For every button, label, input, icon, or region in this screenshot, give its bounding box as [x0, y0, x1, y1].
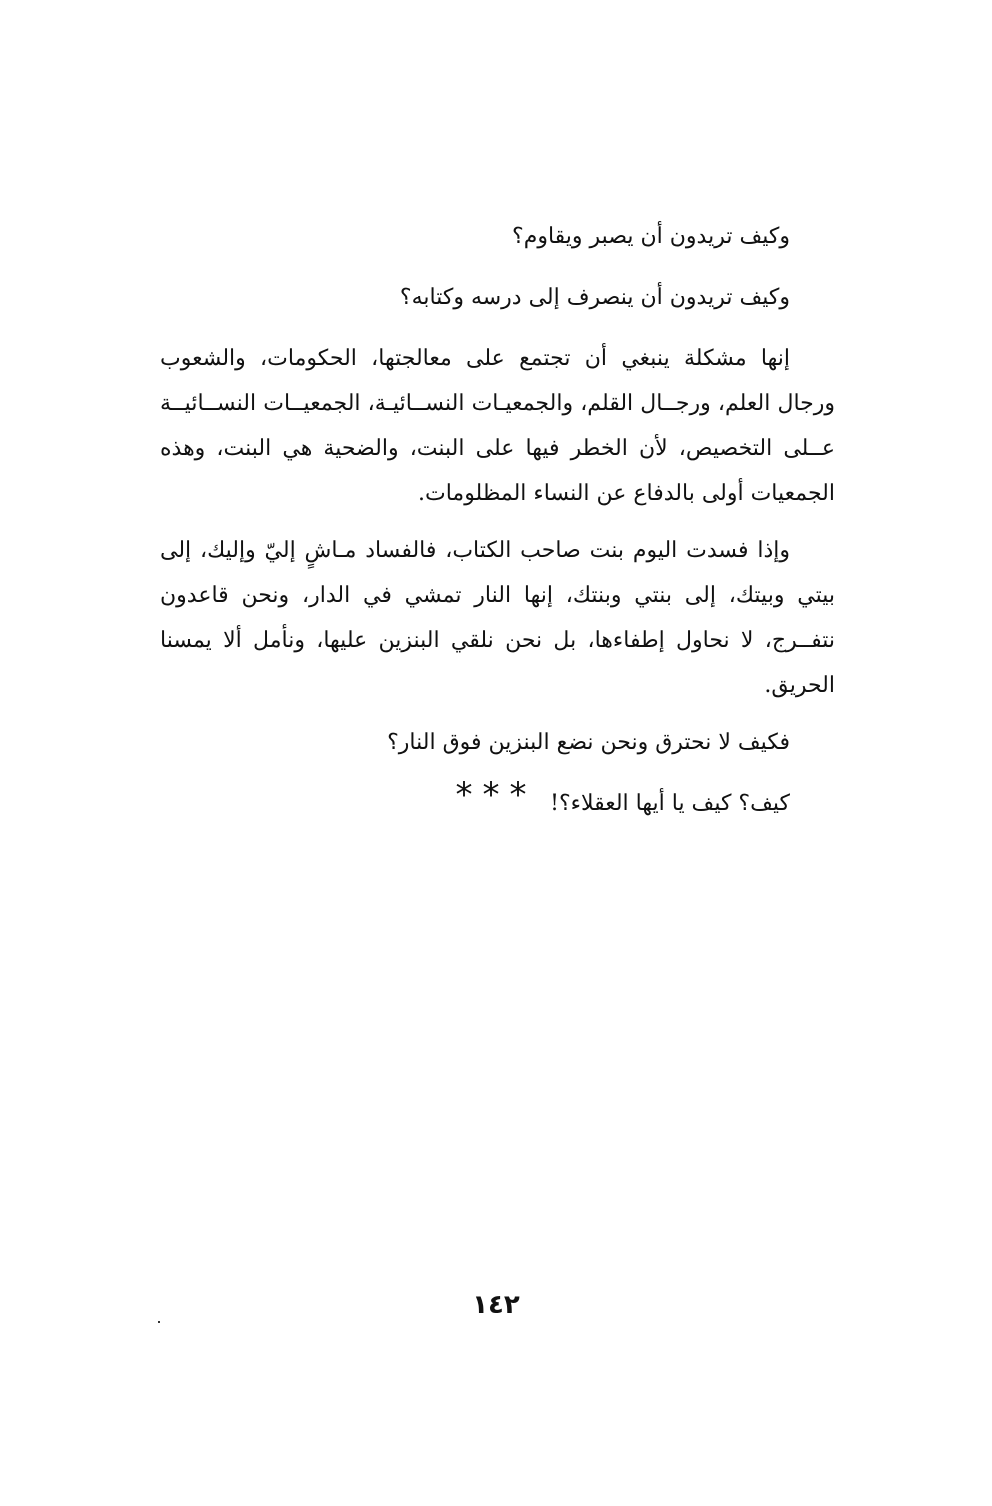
page-number: ١٤٢	[472, 1290, 520, 1320]
paragraph-4: وإذا فسدت اليوم بنت صاحب الكتاب، فالفساد مـاشٍ إليّ وإليك، إلى بيتي وبيتك، إلى بنتي وبنتك، إنها النار تمشي في الدار، ونحن قاعدون نتفــرج، لا نحاول إطفاءها، بل نحن نلقي البنزين عليها، ونأمل ألا يمسنا الحريق.	[160, 538, 835, 698]
paragraph-5: فكيف لا نحترق ونحن نضع البنزين فوق النار؟	[387, 730, 790, 755]
scan-speck	[158, 1321, 160, 1323]
paragraph-6: كيف؟ كيف يا أيها العقلاء؟!	[550, 791, 790, 816]
body-text	[160, 214, 835, 842]
section-separator: ***	[455, 775, 537, 815]
paragraph-3: إنها مشكلة ينبغي أن تجتمع على معالجتها، الحكومات، والشعوب ورجال العلم، ورجــال القلم، والجمعيـات النســائيـة، الجمعيــات النســائيــة عــلى التخصيص، لأن الخطر فيها على البنت، والضحية هي البنت، وهذه الجمعيات أولى بالدفاع عن النساء المظلومات.	[160, 346, 835, 506]
paragraph-2: وكيف تريدون أن ينصرف إلى درسه وكتابه؟	[399, 285, 790, 310]
paragraph-1: وكيف تريدون أن يصبر ويقاوم؟	[512, 224, 790, 249]
